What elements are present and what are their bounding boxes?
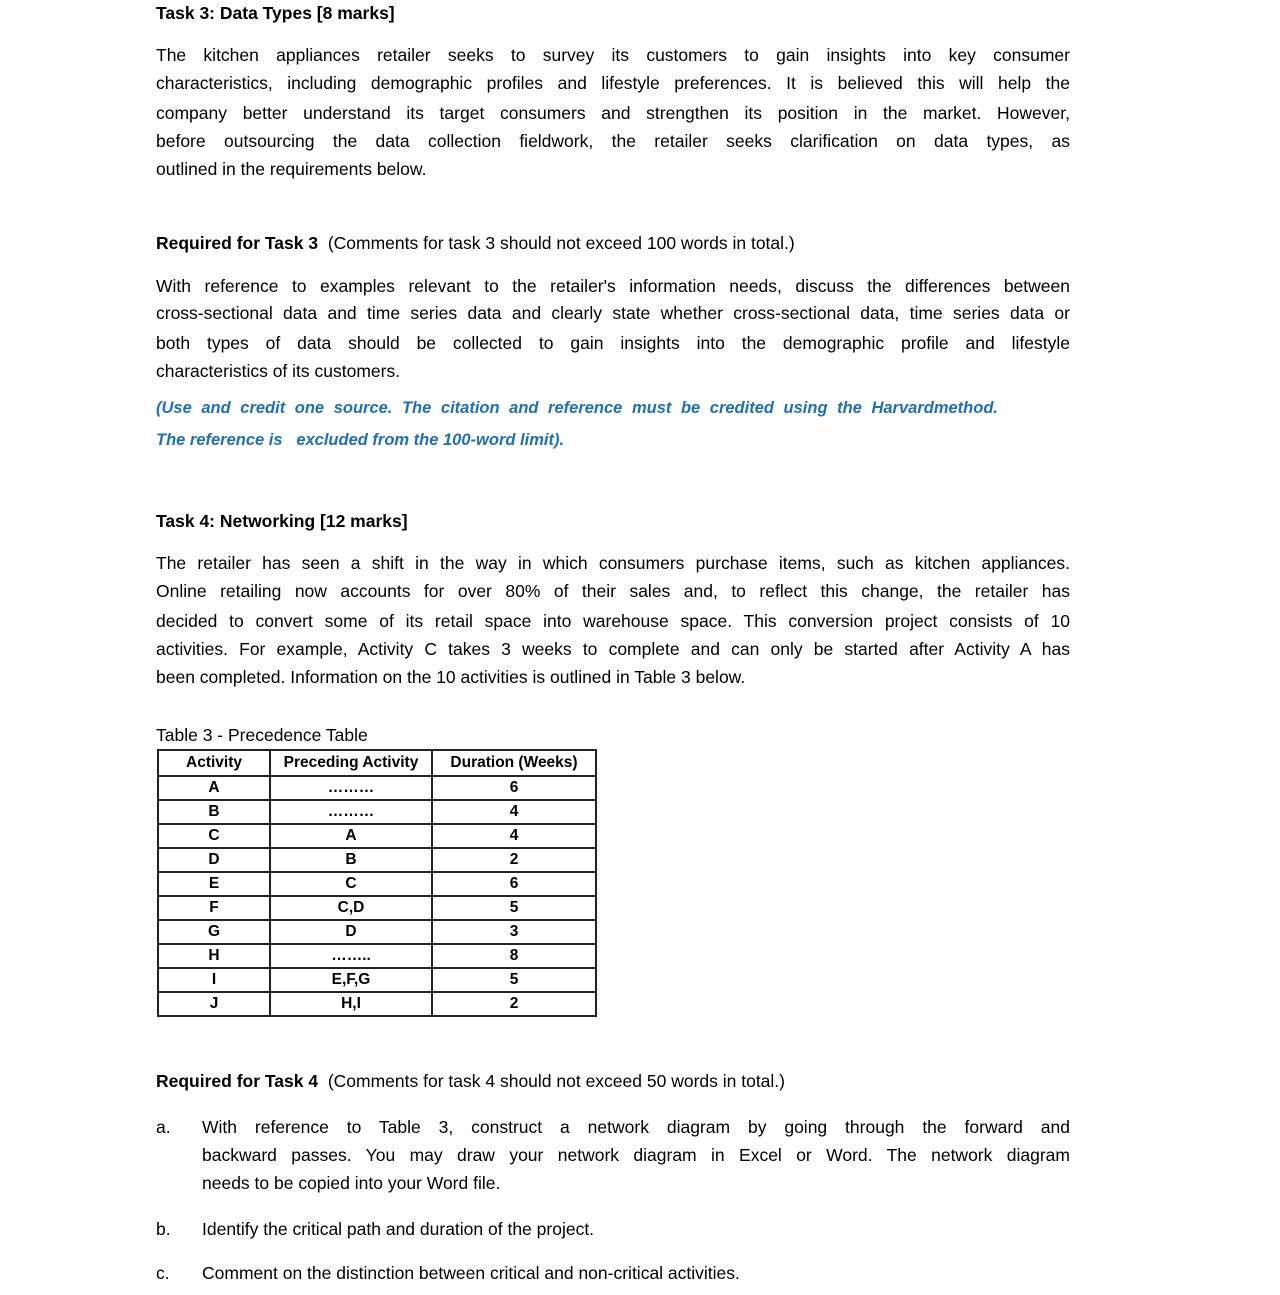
table-row [158,800,596,824]
duration-cell: 5 [432,968,596,992]
required-note: (Comments for task 3 should not exceed 100 words in total.) [327,233,795,253]
duration-cell: 2 [432,992,596,1016]
activity-cell: J [158,992,270,1016]
paragraph-line: characteristics, including demographic profiles and lifestyle preferences. It is believed this will help the [156,73,1070,93]
preceding-activity-cell: H,I [270,992,432,1016]
preceding-activity-cell: ……… [270,776,432,800]
required-label: Required for Task 3 [156,233,319,253]
paragraph-line: been completed. Information on the 10 activities is outlined in Table 3 below. [156,667,746,687]
duration-cell: 5 [432,896,596,920]
duration-cell: 4 [432,800,596,824]
duration-cell: 6 [432,776,596,800]
column-header: Duration (Weeks) [432,750,596,776]
table-row [158,848,596,872]
paragraph-line: characteristics of its customers. [156,361,401,381]
paragraph-line: outlined in the requirements below. [156,159,427,179]
paragraph-line: activities. For example, Activity C takes 3 weeks to complete and can only be started after Activity A has [156,639,1070,659]
paragraph-line: decided to convert some of its retail space into warehouse space. This conversion project consists of 10 [156,611,1070,631]
task3-title: Task 3: Data Types [8 marks] [156,3,395,23]
paragraph-line: company better understand its target consumers and strengthen its position in the market. However, [156,103,1070,123]
duration-cell: 6 [432,872,596,896]
required-note: (Comments for task 4 should not exceed 50 words in total.) [327,1071,785,1091]
task4-title: Task 4: Networking [12 marks] [156,511,408,531]
table-row [158,896,596,920]
table-row [158,920,596,944]
required-label: Required for Task 4 [156,1071,319,1091]
table-row [158,992,596,1016]
paragraph-line: both types of data should be collected to gain insights into the demographic profile and lifestyle [156,333,1070,353]
precedence-table [157,749,597,1017]
preceding-activity-cell: ……… [270,800,432,824]
activity-cell: A [158,776,270,800]
task4-required [156,1070,1070,1092]
item-line: Comment on the distinction between critical and non-critical activities. [202,1263,740,1283]
duration-cell: 3 [432,920,596,944]
paragraph-line: Online retailing now accounts for over 80% of their sales and, to reflect this change, the retailer has [156,581,1070,601]
table-caption: Table 3 - Precedence Table [156,725,368,745]
activity-cell: D [158,848,270,872]
paragraph-line: The kitchen appliances retailer seeks to survey its customers to gain insights into key consumer [156,45,1070,65]
preceding-activity-cell: B [270,848,432,872]
activity-cell: H [158,944,270,968]
instruction-line: The reference is excluded from the 100-word limit). [156,431,565,449]
preceding-activity-cell: A [270,824,432,848]
item-marker: a. [156,1117,171,1137]
table-row [158,824,596,848]
paragraph-line: The retailer has seen a shift in the way in which consumers purchase items, such as kitchen appliances. [156,553,1070,573]
activity-cell: E [158,872,270,896]
preceding-activity-cell: …….. [270,944,432,968]
table-row [158,776,596,800]
column-header: Activity [158,750,270,776]
preceding-activity-cell: C,D [270,896,432,920]
activity-cell: I [158,968,270,992]
activity-cell: C [158,824,270,848]
item-line: With reference to Table 3, construct a network diagram by going through the forward and [202,1117,1070,1137]
duration-cell: 8 [432,944,596,968]
duration-cell: 4 [432,824,596,848]
paragraph-line: With reference to examples relevant to the retailer's information needs, discuss the differences between [156,276,1070,296]
instruction-line: (Use and credit one source. The citation and reference must be credited using the Harvardmethod. [156,399,998,417]
item-line: needs to be copied into your Word file. [202,1173,501,1193]
preceding-activity-cell: D [270,920,432,944]
paragraph-line: before outsourcing the data collection fieldwork, the retailer seeks clarification on data types, as [156,131,1070,151]
table-row [158,944,596,968]
table-header-row [158,750,596,776]
activity-cell: B [158,800,270,824]
task3-required [156,232,1070,254]
item-marker: b. [156,1219,171,1239]
item-marker: c. [156,1263,170,1283]
column-header: Preceding Activity [270,750,432,776]
activity-cell: G [158,920,270,944]
table-row [158,872,596,896]
activity-cell: F [158,896,270,920]
item-line: Identify the critical path and duration of the project. [202,1219,595,1239]
paragraph-line: cross-sectional data and time series data and clearly state whether cross-sectional data, time series data or [156,303,1070,323]
item-line: backward passes. You may draw your network diagram in Excel or Word. The network diagram [202,1145,1070,1165]
preceding-activity-cell: C [270,872,432,896]
duration-cell: 2 [432,848,596,872]
preceding-activity-cell: E,F,G [270,968,432,992]
table-row [158,968,596,992]
